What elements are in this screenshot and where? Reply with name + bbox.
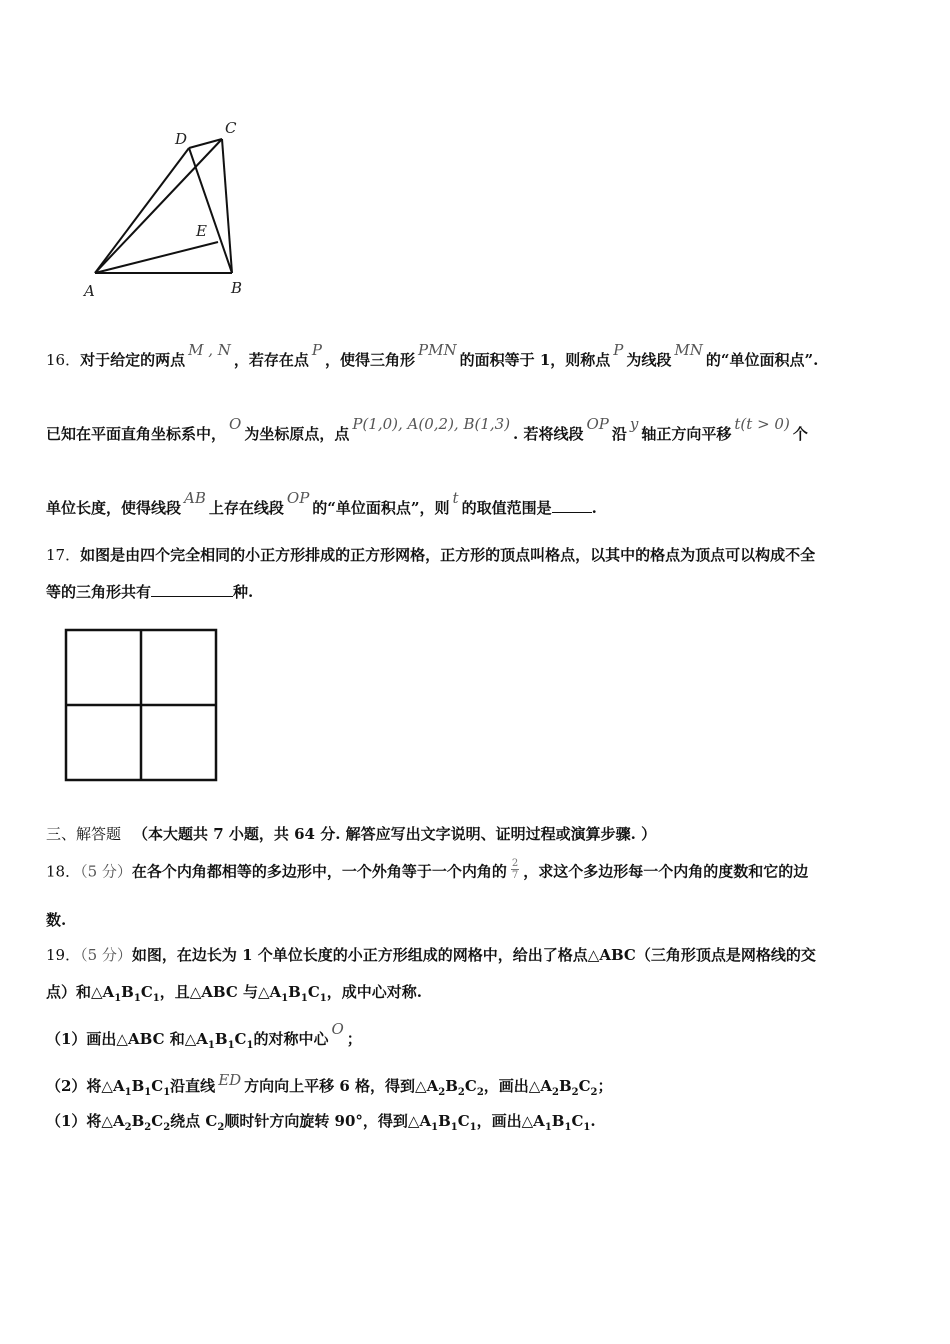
- square-grid-figure: [64, 628, 220, 784]
- label-b: B: [231, 279, 243, 297]
- segment-da: [95, 148, 189, 273]
- q16-line-2: 已知在平面直角坐标系中，O为坐标原点，点P(1,0), A(0,2), B(1,3). 若将线段OP沿y轴正方向平移t(t > 0)个: [46, 415, 808, 443]
- q19-line-2: 点）和$\triangle A_1B_1C_1$，且△ABC 与$\triangle A_1B_1C_1$，成中心对称.: [46, 983, 422, 1004]
- q16-line-3: 单位长度，使得线段AB上存在线段OP的“单位面积点”，则t的取值范围是 .: [46, 489, 597, 517]
- section3-note: （本大题共 7 小题，共 64 分. 解答应写出文字说明、证明过程或演算步骤. ）: [133, 825, 657, 843]
- fraction-two-sevenths: $\frac{2}{7}$: [511, 858, 519, 881]
- q18-score: （5 分）: [80, 862, 132, 881]
- q18-line-1: 18．（5 分）在各个内角都相等的多边形中，一个外角等于一个内角的 $\frac{2}{7}$ ，求这个多边形每一个内角的度数和它的边: [46, 858, 809, 881]
- q18-number: 18．: [46, 862, 81, 881]
- segment-db: [189, 148, 232, 273]
- q19-part-3: （1）将$\triangle A_2B_2C_2$绕点 $C_2$顺时针方向旋转 90°，得到$\triangle A_1B_1C_1$，画出$\triangle A_1B_1C_1$.: [46, 1112, 596, 1133]
- q19-part-1: （1）画出△ABC 和$\triangle A_1B_1C_1$的对称中心O；: [46, 1020, 362, 1051]
- q17-answer-blank: [151, 582, 233, 597]
- q17-number: 17．: [46, 546, 81, 564]
- q17-line-1: 17．如图是由四个完全相同的小正方形排成的正方形网格，正方形的顶点叫格点，以其中的格点为顶点可以构成不全: [46, 546, 816, 564]
- section3-title: 三、解答题: [46, 825, 122, 843]
- segment-bc: [222, 139, 232, 273]
- q19-score: （5 分）: [80, 946, 132, 964]
- q19-number: 19．: [46, 946, 81, 964]
- segment-ac: [95, 139, 222, 273]
- q16-number: 16．: [46, 351, 81, 369]
- q19-line-1: 19．（5 分）如图，在边长为 1 个单位长度的小正方形组成的网格中，给出了格点△ABC（三角形顶点是网格线的交: [46, 946, 816, 964]
- label-d: D: [175, 130, 188, 148]
- q18-line-2: 数.: [46, 911, 67, 929]
- label-c: C: [225, 119, 237, 137]
- geometry-figure-abcde: [78, 112, 258, 307]
- label-a: A: [84, 282, 95, 300]
- q19-part-2: （2）将$\triangle A_1B_1C_1$沿直线 ED 方向向上平移 6 格，得到$\triangle A_2B_2C_2$，画出$\triangle A_2B_2C_2$；: [46, 1071, 613, 1098]
- q16-answer-blank: [552, 498, 592, 513]
- q17-line-2: 等的三角形共有 种.: [46, 583, 254, 601]
- q16-line-1: 16．对于给定的两点M , N，若存在点P，使得三角形PMN的面积等于 1，则称点P为线段MN的“单位面积点”.: [46, 341, 819, 369]
- label-e: E: [196, 222, 207, 240]
- segment-ae: [95, 242, 218, 273]
- section3-heading: [46, 824, 656, 844]
